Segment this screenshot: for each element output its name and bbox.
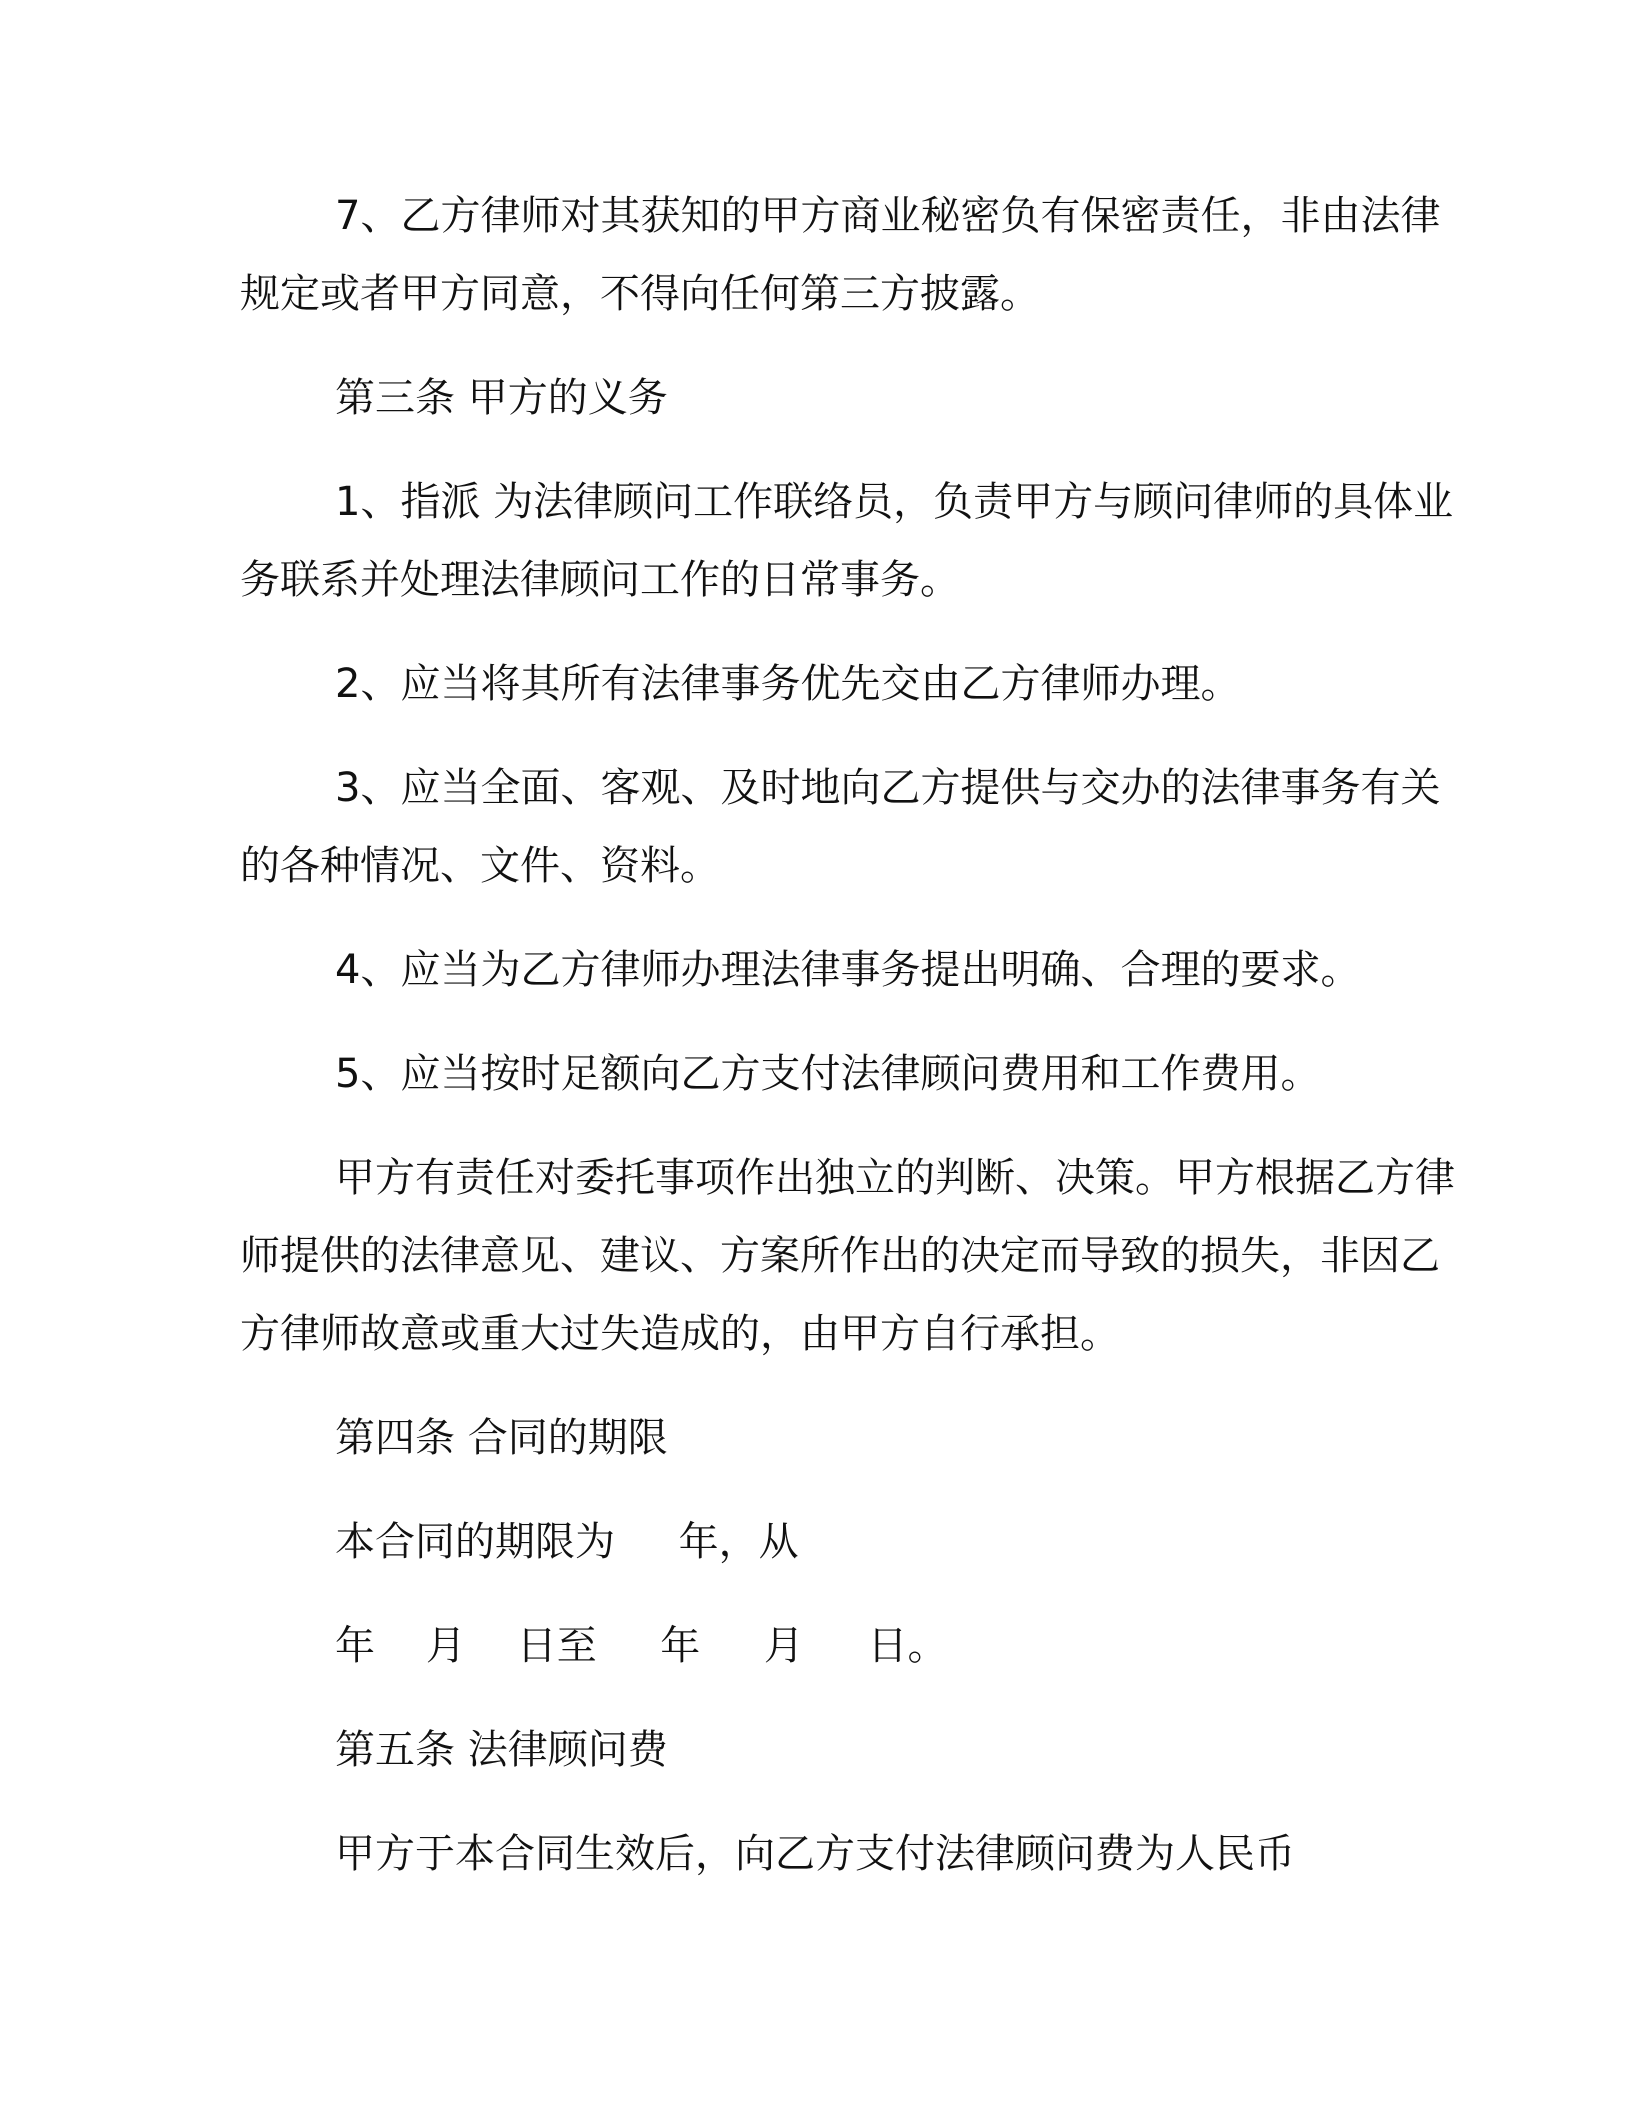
- article-3-heading: 第三条 甲方的义务: [335, 375, 668, 421]
- contract-term-line-2: 年 月 日至 年 月 日。: [335, 1623, 948, 1669]
- legal-fee-line-1: 甲方于本合同生效后，向乙方支付法律顾问费为人民币: [335, 1831, 1295, 1877]
- article-3-item-3-line-2: 的各种情况、文件、资料。: [240, 843, 720, 889]
- clause-7-line-2: 规定或者甲方同意，不得向任何第三方披露。: [240, 271, 1040, 317]
- responsibility-paragraph-line-3: 方律师故意或重大过失造成的，由甲方自行承担。: [240, 1311, 1120, 1357]
- clause-7-line-1: 7、乙方律师对其获知的甲方商业秘密负有保密责任，非由法律: [335, 193, 1441, 239]
- article-3-item-4: 4、应当为乙方律师办理法律事务提出明确、合理的要求。: [335, 947, 1361, 993]
- contract-term-line-1: 本合同的期限为 年，从: [335, 1519, 799, 1565]
- responsibility-paragraph-line-2: 师提供的法律意见、建议、方案所作出的决定而导致的损失，非因乙: [240, 1233, 1440, 1279]
- article-3-item-2: 2、应当将其所有法律事务优先交由乙方律师办理。: [335, 661, 1241, 707]
- responsibility-paragraph-line-1: 甲方有责任对委托事项作出独立的判断、决策。甲方根据乙方律: [335, 1155, 1455, 1201]
- article-3-item-1-line-2: 务联系并处理法律顾问工作的日常事务。: [240, 557, 960, 603]
- article-3-item-5: 5、应当按时足额向乙方支付法律顾问费用和工作费用。: [335, 1051, 1321, 1097]
- article-5-heading: 第五条 法律顾问费: [335, 1727, 668, 1773]
- article-3-item-1-line-1: 1、指派 为法律顾问工作联络员，负责甲方与顾问律师的具体业: [335, 479, 1454, 525]
- article-4-heading: 第四条 合同的期限: [335, 1415, 668, 1461]
- article-3-item-3-line-1: 3、应当全面、客观、及时地向乙方提供与交办的法律事务有关: [335, 765, 1441, 811]
